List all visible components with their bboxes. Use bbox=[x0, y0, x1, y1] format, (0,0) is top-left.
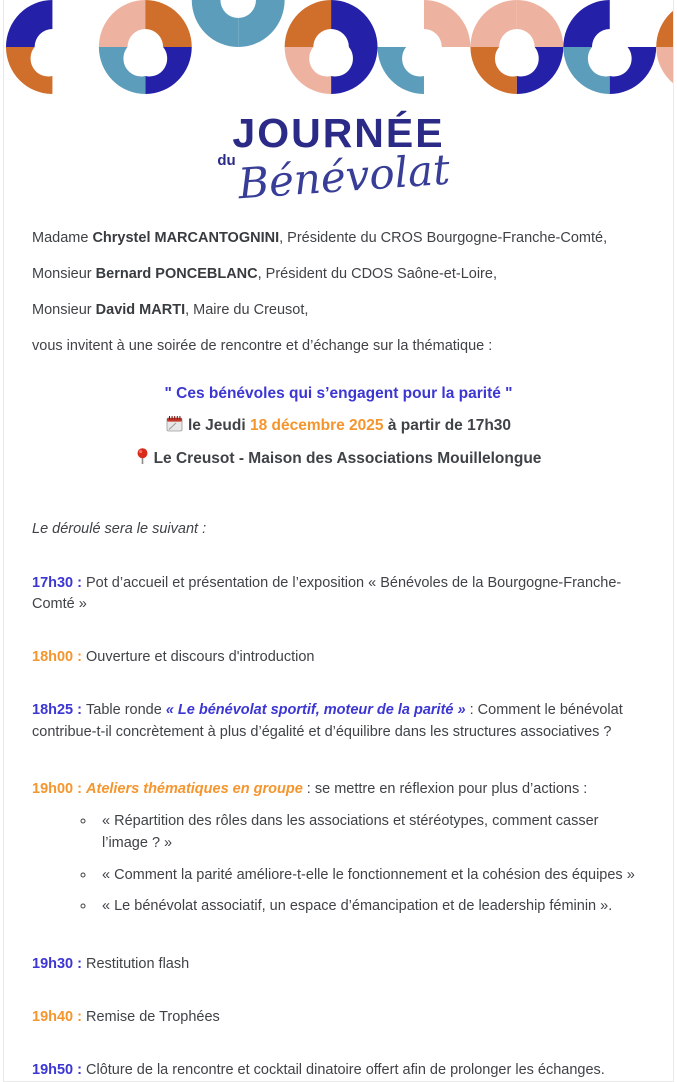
item-emphasis: Ateliers thématiques en groupe bbox=[86, 781, 303, 798]
event-logo bbox=[4, 110, 673, 209]
time-label: 18h25 : bbox=[32, 701, 87, 718]
workshop-list bbox=[32, 811, 645, 918]
item-text: Restitution flash bbox=[86, 956, 190, 973]
event-location: Le Creusot - Maison des Associations Mouillelongue bbox=[153, 450, 542, 468]
intro-block bbox=[32, 228, 645, 357]
date-suffix: à partir de 17h30 bbox=[383, 416, 512, 434]
workshop-item: ◦ « Répartition des rôles dans les associations et stéréotypes, comment casser l’image ? » bbox=[96, 811, 645, 855]
logo-subtitle-script: Bénévolat bbox=[236, 144, 452, 209]
host-suffix: , Maire du Creusot, bbox=[185, 302, 309, 319]
schedule-item-19h00 bbox=[32, 779, 645, 801]
item-text: Remise de Trophées bbox=[86, 1008, 220, 1025]
item-text: Table ronde bbox=[86, 701, 166, 718]
item-text: Clôture de la rencontre et cocktail dinatoire offert afin de prolonger les échanges. bbox=[86, 1061, 605, 1078]
logo-du: du bbox=[217, 152, 236, 169]
schedule-item-19h30 bbox=[32, 954, 645, 976]
logo-title: JOURNÉE bbox=[232, 110, 445, 156]
host-line bbox=[32, 300, 645, 321]
event-theme-quote: " Ces bénévoles qui s’engagent pour la parité " bbox=[164, 385, 513, 403]
workshop-item: ◦ « Le bénévolat associatif, un espace d’émancipation et de leadership féminin ». bbox=[96, 896, 645, 918]
schedule-item-17h30 bbox=[32, 573, 645, 617]
item-text: Ouverture et discours d'introduction bbox=[86, 649, 315, 666]
event-date-line bbox=[32, 415, 645, 439]
time-label: 17h30 : bbox=[32, 574, 87, 591]
host-line bbox=[32, 264, 645, 285]
schedule-block bbox=[32, 521, 645, 1082]
round-pushpin-icon bbox=[136, 448, 149, 472]
host-name: Chrystel MARCANTOGNINI bbox=[92, 230, 280, 247]
decorative-arc-band bbox=[4, 0, 673, 95]
item-text: : se mettre en réflexion pour plus d’actions : bbox=[302, 781, 588, 798]
host-prefix: Madame bbox=[32, 230, 93, 247]
time-label: 18h00 : bbox=[32, 649, 87, 666]
time-label: 19h50 : bbox=[32, 1061, 87, 1078]
host-name: David MARTI bbox=[95, 302, 186, 319]
host-line bbox=[32, 228, 645, 249]
schedule-intro: Le déroulé sera le suivant : bbox=[32, 520, 207, 537]
host-suffix: , Président du CDOS Saône-et-Loire, bbox=[257, 266, 497, 283]
item-text: : Comment le bénévolat contribue-t-il concrètement à plus d’égalité et d’équilibre dans les structures associatives ? bbox=[32, 701, 623, 740]
time-label: 19h00 : bbox=[32, 781, 87, 798]
item-emphasis: « Le bénévolat sportif, moteur de la parité » bbox=[165, 701, 466, 718]
event-date: 18 décembre 2025 bbox=[249, 416, 384, 434]
event-location-line bbox=[32, 448, 645, 472]
workshop-item: ◦ « Comment la parité améliore-t-elle le fonctionnement et la cohésion des équipes » bbox=[96, 865, 645, 887]
host-prefix: Monsieur bbox=[32, 302, 96, 319]
schedule-item-19h40 bbox=[32, 1007, 645, 1029]
date-prefix: le Jeudi bbox=[187, 416, 250, 434]
invite-line: vous invitent à une soirée de rencontre et d’échange sur la thématique : bbox=[32, 338, 493, 355]
host-suffix: , Présidente du CROS Bourgogne-Franche-Comté, bbox=[279, 230, 608, 247]
event-highlight-block bbox=[32, 383, 645, 472]
time-label: 19h40 : bbox=[32, 1008, 87, 1025]
calendar-icon bbox=[166, 415, 183, 439]
schedule-item-18h25 bbox=[32, 700, 645, 744]
schedule-item-18h00 bbox=[32, 647, 645, 669]
invitation-page bbox=[3, 0, 674, 1082]
time-label: 19h30 : bbox=[32, 956, 87, 973]
host-prefix: Monsieur bbox=[32, 266, 96, 283]
item-text: Pot d’accueil et présentation de l’exposition « Bénévoles de la Bourgogne-Franche-Comté » bbox=[32, 574, 622, 613]
schedule-item-19h50 bbox=[32, 1060, 645, 1082]
host-name: Bernard PONCEBLANC bbox=[95, 266, 258, 283]
